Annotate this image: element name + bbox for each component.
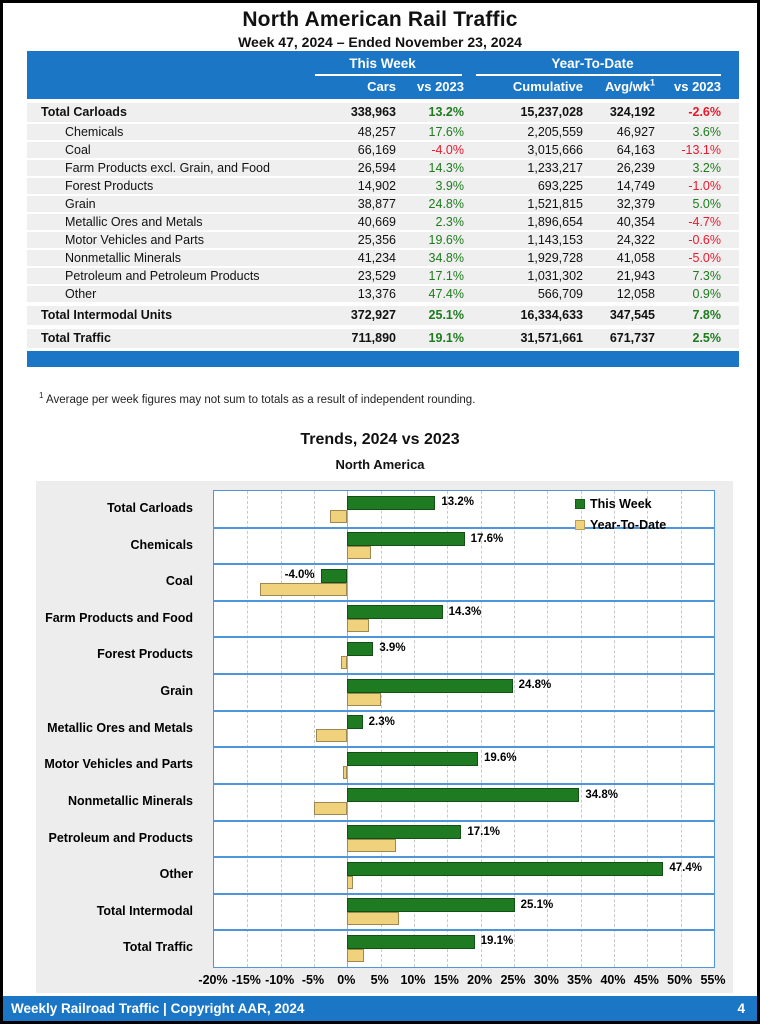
avg-per-week-value: 324,192 (609, 105, 655, 119)
avg-per-week-value: 46,927 (616, 125, 655, 139)
cumulative-value: 31,571,661 (520, 331, 583, 345)
table-column-header-row (27, 77, 739, 99)
chart-title: Trends, 2024 vs 2023 (300, 431, 460, 448)
ytd-vs2023-value: -1.0% (688, 179, 721, 193)
this-week-bar (347, 752, 478, 766)
x-axis-tick-label: 20% (467, 973, 493, 987)
group-header-this-week-label: This Week (349, 56, 416, 71)
this-week-vs2023-value: 17.1% (428, 269, 464, 283)
this-week-bar (347, 935, 474, 949)
avg-per-week-value: 64,163 (616, 143, 655, 157)
category-label: Coal (165, 574, 193, 589)
this-week-bar (347, 862, 663, 876)
avg-per-week-value: 24,322 (616, 233, 655, 247)
category-label: Farm Products and Food (45, 610, 193, 625)
this-week-vs2023-value: 13.2% (428, 105, 464, 119)
x-axis-tick-label: 35% (567, 973, 593, 987)
page-subtitle: Week 47, 2024 – Ended November 23, 2024 (238, 34, 522, 50)
row-label: Metallic Ores and Metals (65, 215, 203, 229)
avg-per-week-value: 12,058 (616, 287, 655, 301)
avg-per-week-value: 32,379 (616, 197, 655, 211)
this-week-bar (347, 642, 373, 656)
table-row (27, 214, 739, 230)
this-week-bar (347, 532, 464, 546)
page-title: North American Rail Traffic (242, 8, 518, 31)
table-row (27, 160, 739, 176)
ytd-vs2023-value: 3.6% (692, 125, 721, 139)
ytd-bar (341, 656, 348, 669)
x-axis-tick-label: 25% (500, 973, 526, 987)
this-week-swatch (575, 499, 585, 509)
bar-value-label: 13.2% (441, 496, 474, 508)
category-label: Grain (160, 684, 193, 699)
ytd-bar (347, 839, 396, 852)
traffic-table (27, 51, 739, 367)
cumulative-value: 3,015,666 (527, 143, 583, 157)
cars-value: 13,376 (357, 287, 396, 301)
band-separator (214, 820, 714, 822)
table-row (27, 250, 739, 266)
cumulative-value: 1,031,302 (527, 269, 583, 283)
cars-value: 23,529 (357, 269, 396, 283)
cumulative-value: 1,896,654 (527, 215, 583, 229)
row-label: Forest Products (65, 179, 154, 193)
cumulative-value: 566,709 (537, 287, 583, 301)
avg-per-week-value: 21,943 (616, 269, 655, 283)
cumulative-value: 693,225 (537, 179, 583, 193)
cars-value: 41,234 (357, 251, 396, 265)
bar-value-label: 24.8% (518, 679, 552, 692)
cumulative-value: 1,143,153 (527, 233, 583, 247)
row-label: Coal (65, 143, 91, 157)
bar-value-label: -4.0% (284, 569, 315, 582)
trends-chart (36, 481, 733, 993)
cumulative-value: 1,521,815 (527, 197, 583, 211)
this-week-bar (347, 825, 461, 839)
this-week-bar (347, 788, 579, 802)
category-label: Total Traffic (123, 940, 193, 955)
ytd-vs2023-value: 0.9% (692, 287, 721, 301)
x-axis-tick-label: 30% (533, 973, 559, 987)
cars-value: 66,169 (357, 143, 396, 157)
band-separator (214, 563, 714, 565)
avgwk-footnote-marker: 1 (649, 77, 655, 88)
x-axis-tick-label: 55% (700, 973, 726, 987)
cars-value: 25,356 (357, 233, 396, 247)
col-header-tw-vs2023: vs 2023 (417, 79, 464, 94)
category-label: Total Intermodal (96, 903, 193, 918)
this-week-vs2023-value: 14.3% (428, 161, 464, 175)
bar-value-label: 34.8% (585, 788, 618, 801)
ytd-vs2023-value: -4.7% (688, 215, 721, 229)
table-row (27, 142, 739, 158)
group-header-this-week (301, 54, 464, 77)
ytd-bar (347, 619, 368, 632)
this-week-vs2023-value: 3.9% (435, 179, 464, 193)
chart-x-axis (198, 973, 726, 993)
cars-value: 338,963 (350, 105, 396, 119)
footnote-text: Average per week figures may not sum to totals as a result of independent rounding. (46, 393, 476, 406)
bar-value-label: 2.3% (368, 715, 395, 728)
footnote (39, 391, 475, 406)
row-label: Other (65, 287, 97, 301)
category-label: Other (159, 867, 193, 882)
ytd-swatch (575, 520, 585, 530)
ytd-bar (316, 729, 347, 742)
ytd-vs2023-value: 2.5% (692, 331, 721, 345)
band-separator (214, 783, 714, 785)
category-label: Forest Products (97, 647, 193, 662)
x-axis-tick-label: 40% (600, 973, 626, 987)
row-label: Total Traffic (41, 331, 111, 345)
this-week-bar (347, 679, 512, 693)
category-label: Total Carloads (107, 501, 193, 515)
underline (315, 74, 462, 76)
legend-label-ytd: Year-To-Date (590, 517, 667, 532)
this-week-vs2023-value: 2.3% (435, 215, 464, 229)
table-body (27, 103, 739, 348)
bar-value-label: 19.6% (484, 752, 517, 765)
x-axis-tick-label: -5% (301, 973, 325, 987)
band-separator (214, 929, 714, 931)
this-week-vs2023-value: 47.4% (428, 287, 464, 301)
ytd-vs2023-value: 7.8% (692, 308, 721, 322)
x-axis-tick-label: 10% (400, 973, 426, 987)
this-week-vs2023-value: 17.6% (428, 125, 464, 139)
ytd-vs2023-value: -5.0% (688, 251, 721, 265)
this-week-bar (321, 569, 348, 583)
x-axis-tick-label: 15% (433, 973, 459, 987)
row-label: Petroleum and Petroleum Products (65, 269, 260, 283)
legend-item-year-to-date (575, 514, 666, 535)
category-label: Metallic Ores and Metals (47, 720, 193, 735)
x-axis-tick-label: 50% (667, 973, 693, 987)
bar-value-label: 19.1% (480, 935, 514, 948)
this-week-vs2023-value: -4.0% (431, 143, 464, 157)
bar-value-label: 47.4% (669, 862, 702, 875)
ytd-vs2023-value: 7.3% (692, 269, 721, 283)
this-week-bar (347, 605, 442, 619)
cars-value: 14,902 (357, 179, 396, 193)
cars-value: 26,594 (357, 161, 396, 175)
chart-legend (575, 493, 666, 535)
ytd-bar (347, 949, 364, 962)
col-header-cars: Cars (367, 79, 396, 94)
band-separator (214, 893, 714, 895)
cars-value: 48,257 (357, 125, 396, 139)
table-row (27, 329, 739, 348)
table-row (27, 268, 739, 284)
category-label: Nonmetallic Minerals (67, 793, 193, 808)
group-header-ytd-label: Year-To-Date (551, 56, 634, 71)
avg-per-week-value: 40,354 (616, 215, 655, 229)
x-axis-tick-label: -10% (265, 973, 295, 987)
chart-plot-area (213, 490, 715, 968)
this-week-bar (347, 715, 362, 729)
bar-value-label: 17.6% (470, 532, 504, 545)
band-separator (214, 600, 714, 602)
row-label: Chemicals (65, 125, 124, 139)
avg-per-week-value: 41,058 (616, 251, 655, 265)
table-row (27, 286, 739, 302)
ytd-bar (343, 766, 347, 779)
bar-value-label: 17.1% (467, 825, 500, 838)
chart-category-axis (36, 490, 203, 966)
legend-item-this-week (575, 493, 666, 514)
ytd-bar (260, 583, 347, 596)
cars-value: 38,877 (357, 197, 396, 211)
group-header-year-to-date (464, 54, 721, 77)
category-label: Motor Vehicles and Parts (44, 757, 193, 772)
x-axis-tick-label: 45% (633, 973, 659, 987)
cars-value: 40,669 (357, 215, 396, 229)
footer-text: Weekly Railroad Traffic | Copyright AAR, 2024 (11, 1001, 305, 1016)
row-label: Total Intermodal Units (41, 308, 173, 322)
table-bottom-bar (27, 351, 739, 367)
band-separator (214, 856, 714, 858)
empty-header-cell (27, 54, 301, 77)
table-row (27, 103, 739, 122)
row-label: Motor Vehicles and Parts (65, 233, 204, 247)
cumulative-value: 16,334,633 (520, 308, 583, 322)
ytd-bar (347, 693, 380, 706)
underline (476, 74, 721, 76)
x-axis-tick-label: 5% (370, 973, 389, 987)
avg-per-week-value: 14,749 (616, 179, 655, 193)
ytd-vs2023-value: 3.2% (692, 161, 721, 175)
ytd-vs2023-value: -0.6% (688, 233, 721, 247)
bar-value-label: 14.3% (448, 605, 482, 618)
category-label: Chemicals (130, 537, 193, 552)
page-footer (3, 996, 757, 1021)
bar-value-label: 25.1% (520, 898, 554, 911)
this-week-vs2023-value: 19.1% (428, 331, 464, 345)
this-week-bar (347, 496, 435, 510)
table-row (27, 124, 739, 140)
x-axis-tick-label: 0% (337, 973, 356, 987)
band-separator (214, 673, 714, 675)
cumulative-value: 15,237,028 (520, 105, 583, 119)
empty-header-cell (27, 77, 301, 99)
band-separator (214, 710, 714, 712)
col-header-cumulative: Cumulative (512, 79, 583, 94)
row-label: Total Carloads (41, 105, 127, 119)
footnote-marker: 1 (39, 391, 44, 400)
ytd-bar (347, 546, 371, 559)
table-row (27, 196, 739, 212)
cumulative-value: 2,205,559 (527, 125, 583, 139)
ytd-bar (330, 510, 347, 523)
x-axis-tick-label: -15% (231, 973, 261, 987)
this-week-vs2023-value: 34.8% (428, 251, 464, 265)
table-row (27, 232, 739, 248)
col-header-avgwk (583, 77, 655, 99)
table-group-header-row (27, 54, 739, 77)
cars-value: 372,927 (350, 308, 396, 322)
ytd-bar (347, 876, 353, 889)
table-row (27, 178, 739, 194)
row-label: Grain (65, 197, 96, 211)
ytd-bar (347, 912, 399, 925)
chart-subtitle: North America (335, 457, 425, 472)
cumulative-value: 1,233,217 (527, 161, 583, 175)
band-separator (214, 636, 714, 638)
band-separator (214, 746, 714, 748)
this-week-vs2023-value: 24.8% (428, 197, 464, 211)
avgwk-label: Avg/wk (604, 79, 650, 94)
page-number: 4 (737, 1001, 745, 1016)
avg-per-week-value: 671,737 (609, 331, 655, 345)
table-header (27, 51, 739, 99)
category-label: Petroleum and Products (48, 830, 193, 845)
ytd-vs2023-value: -2.6% (688, 105, 721, 119)
row-label: Nonmetallic Minerals (65, 251, 182, 265)
cumulative-value: 1,929,728 (527, 251, 583, 265)
this-week-bar (347, 898, 514, 912)
legend-label-this-week: This Week (590, 496, 652, 511)
cars-value: 711,890 (351, 331, 396, 345)
row-label: Farm Products excl. Grain, and Food (65, 161, 270, 175)
avg-per-week-value: 26,239 (616, 161, 655, 175)
bar-value-label: 3.9% (379, 642, 406, 655)
ytd-vs2023-value: 5.0% (692, 197, 721, 211)
ytd-bar (314, 802, 347, 815)
x-axis-tick-label: -20% (198, 973, 228, 987)
ytd-vs2023-value: -13.1% (681, 143, 721, 157)
table-row (27, 306, 739, 325)
col-header-ytd-vs2023: vs 2023 (674, 79, 721, 94)
this-week-vs2023-value: 19.6% (428, 233, 464, 247)
avg-per-week-value: 347,545 (609, 308, 655, 322)
this-week-vs2023-value: 25.1% (428, 308, 464, 322)
